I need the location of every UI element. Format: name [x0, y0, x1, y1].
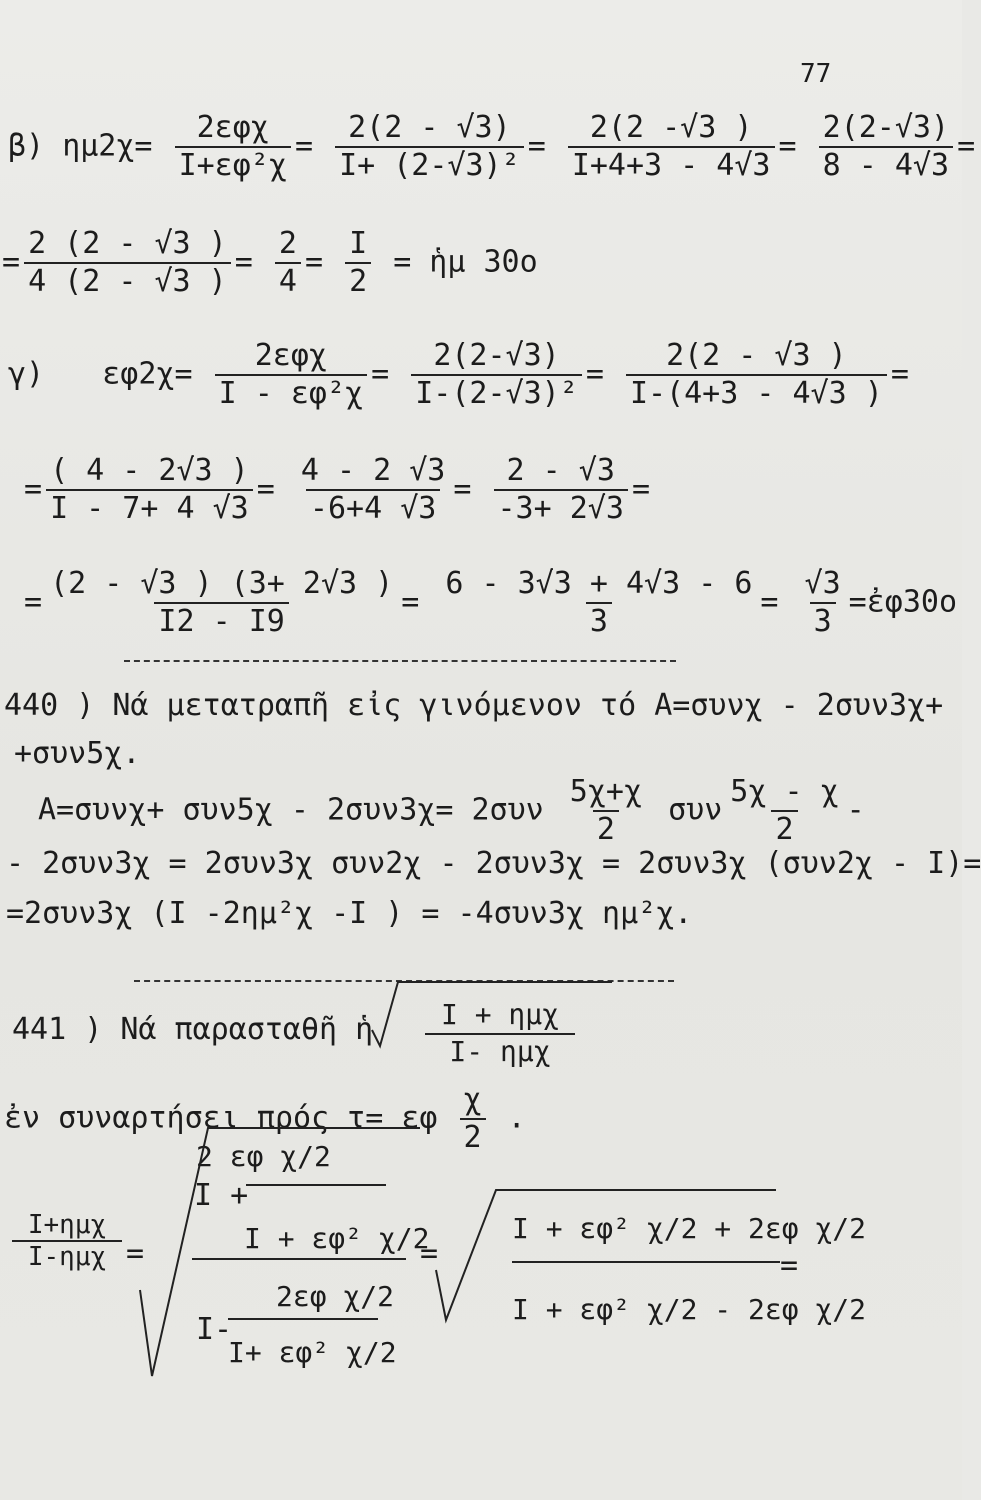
big-denominator-prefix: I- — [196, 1312, 233, 1347]
separator-2 — [134, 980, 674, 982]
problem-440-frac-1: $\frac{5\chi+\chi}{2}$ — [569, 774, 643, 847]
beta-frac-4: $\frac{2(2-√3)}{8 - 4√3}$ — [819, 112, 953, 182]
beta-l2-frac-1: $\frac{2 (2 - √3 )}{4 (2 - √3 )}$ — [24, 228, 231, 298]
gamma-l3-frac-2: $\frac{6 - 3√3 + 4√3 - 6}{3}$ — [445, 566, 753, 639]
problem-440-frac-2: $\frac{5\chi - \chi}{2}$ — [730, 774, 839, 847]
beta-line-2: = $\frac{2 (2 - √3 )}{4 (2 - √3 )}$ = $\frac{2}{4}$ = $\frac{I}{2}$ = ἡμ 30ο — [2, 226, 538, 299]
right-fraction-num: I + εφ² χ/2 + 2εφ χ/2 — [512, 1212, 867, 1245]
equals-2: = — [420, 1236, 439, 1271]
big-numerator-prefix: I + — [194, 1178, 249, 1213]
gamma-l3-frac-1: $\frac{(2 - √3 ) (3+ 2√3 )}{I2 - I9}$ — [50, 566, 394, 639]
big-denominator-inner-num: 2εφ χ/2 — [276, 1280, 395, 1313]
beta-l2-frac-3: $\frac{I}{2}$ — [345, 228, 371, 298]
page-number: 77 — [800, 59, 832, 89]
gamma-line-2: = $\frac{( 4 - 2√3 )}{I - 7+ 4 √3}$ = $\frac{4 - 2 √3}{-6+4 √3}$ = $\frac{2 - √3}{-3+ 2√3}$ = — [24, 453, 650, 526]
problem-441-radicand-num: I + ημχ — [440, 998, 559, 1031]
big-numerator-inner-num: 2 εφ χ/2 — [196, 1140, 331, 1173]
lhs-fraction: I+ημχ I-ημχ — [12, 1210, 122, 1272]
gamma-frac-1: $\frac{\text{2εφχ}}{\text{I - εφ²χ}}$ — [215, 340, 368, 410]
big-numerator-inner-bar — [246, 1184, 386, 1186]
problem-440-l3-mid: συν — [668, 792, 723, 828]
big-main-bar — [192, 1258, 406, 1260]
equals-3: = — [780, 1248, 799, 1283]
problem-440-line-3 — [38, 776, 865, 846]
problem-441-statement: Νά παρασταθῆ ἡ — [120, 1012, 374, 1047]
problem-440-line-5: =2συν3χ (I -2ημ²χ -I ) = -4συν3χ ημ²χ. — [6, 896, 693, 931]
problem-440-l3-lhs: Α=συνχ+ συν5χ - 2συν3χ= 2συν — [38, 792, 544, 828]
gamma-l2-frac-3: $\frac{2 - √3}{-3+ 2√3}$ — [494, 455, 628, 525]
problem-440-line-4: - 2συν3χ = 2συν3χ συν2χ - 2συν3χ = 2συν3χ (συν2χ - I)= — [6, 846, 981, 881]
gamma-frac-3: $\frac{2(2 - √3 )}{I-(4+3 - 4√3 )}$ — [626, 340, 887, 410]
problem-440-l3-tail: - — [846, 792, 865, 828]
beta-line-1: β) ημ2χ= $\frac{\text{2εφχ}}{\text{I+εφ²χ}}$ = $\frac{2(2 - √3)}{\text{I+ (2-√3)²}}$ = $\frac{2(2 -√3 )}{I+4+3 - 4√3}$ = $\frac{2(2-√3)}{8 - 4√3}$ = — [8, 110, 976, 183]
problem-441-radicand — [425, 998, 575, 1068]
gamma-frac-2: $\frac{2(2-√3)}{\text{I-(2-√3)²}}$ — [411, 340, 582, 410]
problem-441-radicand-den: I- ημχ — [425, 1033, 575, 1068]
problem-440-label: 440 ) — [4, 688, 95, 723]
big-denominator-inner-den: I+ εφ² χ/2 — [228, 1336, 397, 1369]
right-fraction-den: I + εφ² χ/2 - 2εφ χ/2 — [512, 1261, 780, 1326]
beta-result: = ἡμ 30ο — [393, 244, 538, 280]
gamma-result: =ἐφ30ο — [848, 584, 958, 620]
problem-441-tau: τ= εφ — [347, 1100, 438, 1136]
gamma-lhs: εφ2χ= — [102, 356, 193, 392]
gamma-line-1: γ) εφ2χ= $\frac{\text{2εφχ}}{\text{I - εφ²χ}}$ = $\frac{2(2-√3)}{\text{I-(2-√3)²}}$ = $\frac{2(2 - √3 )}{I-(4+3 - 4√3 )}$ = — [8, 338, 909, 411]
big-denominator-inner-bar — [228, 1318, 378, 1320]
gamma-line-3: = $\frac{(2 - √3 ) (3+ 2√3 )}{I2 - I9}$ = $\frac{6 - 3√3 + 4√3 - 6}{3}$ = $\frac{√3}{3}$ =ἐφ30ο — [24, 566, 958, 639]
beta-frac-1: $\frac{\text{2εφχ}}{\text{I+εφ²χ}}$ — [175, 112, 291, 182]
gamma-l3-frac-3: $\frac{√3}{3}$ — [804, 566, 841, 639]
gamma-l2-frac-1: $\frac{( 4 - 2√3 )}{I - 7+ 4 √3}$ — [46, 455, 253, 525]
separator-1 — [124, 660, 676, 662]
beta-l2-frac-2: $\frac{2}{4}$ — [275, 228, 301, 298]
equals-1: = — [126, 1236, 145, 1271]
gamma-l2-frac-2: $\frac{4 - 2 √3}{-6+4 √3}$ — [300, 453, 446, 526]
problem-440-line-1 — [4, 690, 943, 722]
problem-441-tau-end: . — [507, 1100, 526, 1136]
beta-frac-2: $\frac{2(2 - √3)}{\text{I+ (2-√3)²}}$ — [335, 112, 524, 182]
beta-lhs: ημ2χ= — [62, 128, 153, 164]
problem-441-tau-frac: $\frac{\chi}{2}$ — [460, 1084, 486, 1154]
gamma-label: γ) — [8, 356, 45, 392]
problem-440-line-2: +συν5χ. — [14, 736, 141, 771]
problem-441-line-1 — [12, 1014, 373, 1046]
beta-frac-3: $\frac{2(2 -√3 )}{I+4+3 - 4√3}$ — [568, 112, 775, 182]
problem-441-in-terms-of: ἐν συναρτήσει πρός — [4, 1100, 330, 1136]
right-fraction — [512, 1212, 867, 1326]
problem-441-label: 441 ) — [12, 1012, 103, 1047]
beta-label: β) — [8, 128, 45, 164]
problem-440-statement: Νά μετατραπῆ εἰς γινόμενον τό Α=συνχ - 2συν3χ+ — [112, 688, 944, 723]
big-numerator-inner-den: I + εφ² χ/2 — [244, 1222, 430, 1255]
